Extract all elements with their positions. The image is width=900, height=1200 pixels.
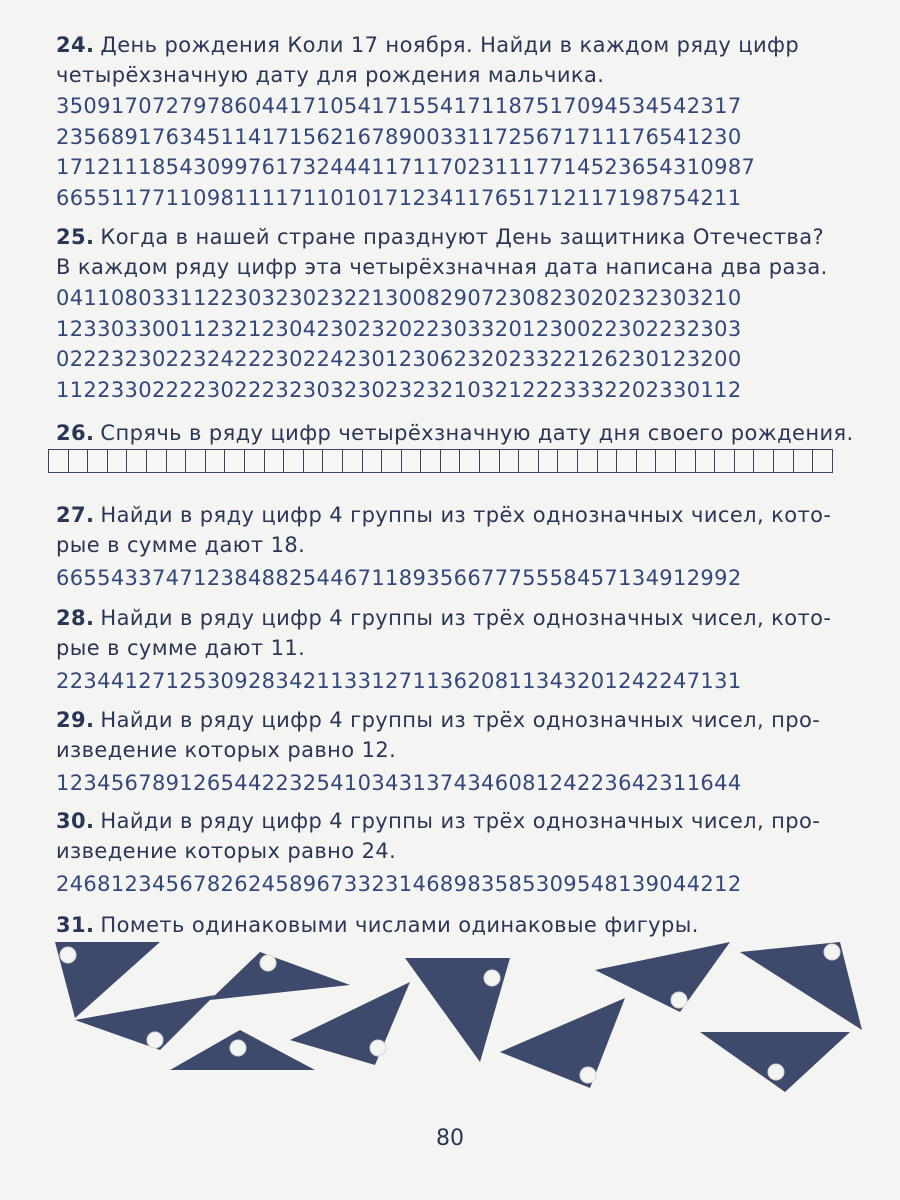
task-number: 31. [56, 913, 95, 937]
page-number: 80 [436, 1126, 464, 1151]
triangle-hole [824, 944, 840, 960]
digit-row: 35091707279786044171054171554171187517094534542317 [56, 94, 742, 118]
answer-cell[interactable] [695, 449, 716, 473]
answer-cell[interactable] [362, 449, 383, 473]
digit-row: 12330330011232123042302320223033201230022302232303 [56, 316, 742, 341]
answer-cell[interactable] [87, 449, 108, 473]
task-text-line: Спрячь в ряду цифр четырёхзначную дату дня своего рождения. [100, 421, 854, 445]
triangle-hole [768, 1064, 784, 1080]
task-text-line: рые в сумме дают 11. [56, 636, 306, 660]
triangle-hole [370, 1040, 386, 1056]
answer-cell[interactable] [655, 449, 676, 473]
digit-row: 04110803311223032302322130082907230823020232303210 [56, 286, 742, 310]
triangle-figure [740, 942, 862, 1030]
task-number: 30. [56, 809, 95, 833]
answer-cell[interactable] [734, 449, 755, 473]
answer-cell[interactable] [793, 449, 814, 473]
answer-cell[interactable] [322, 449, 343, 473]
triangle-figure [75, 995, 215, 1050]
task-24 [56, 30, 868, 213]
task-text-line: Найди в ряду цифр 4 группы из трёх однозначных чисел, кото- [100, 503, 832, 527]
task-text-line: День рождения Коли 17 ноября. Найди в каждом ряду цифр [100, 33, 800, 57]
answer-cell[interactable] [773, 449, 794, 473]
triangle-figure [500, 998, 625, 1088]
task-text-line: изведение которых равно 24. [56, 839, 397, 863]
task-number: 25. [56, 225, 95, 249]
answer-cell[interactable] [303, 449, 324, 473]
answer-cell[interactable] [420, 449, 441, 473]
digit-row: 66554337471238488254467118935667775558457134912992 [56, 566, 742, 590]
task-24-question [56, 30, 868, 60]
answer-cell[interactable] [107, 449, 128, 473]
task-28 [56, 603, 868, 697]
task-27-question [56, 500, 868, 530]
answer-cell[interactable] [342, 449, 363, 473]
answer-cell[interactable] [753, 449, 774, 473]
triangle-figure [595, 942, 730, 1012]
task-text-line: Пометь одинаковыми числами одинаковые фигуры. [100, 913, 699, 937]
answer-cell[interactable] [244, 449, 265, 473]
task-27 [56, 500, 868, 594]
digit-row: 24681234567826245896733231468983585309548139044212 [56, 872, 742, 896]
answer-cell[interactable] [381, 449, 402, 473]
answer-cell[interactable] [205, 449, 226, 473]
task-number: 24. [56, 33, 95, 57]
triangle-figure [210, 952, 350, 1000]
answer-cell[interactable] [636, 449, 657, 473]
task-text-line: Найди в ряду цифр 4 группы из трёх однозначных чисел, кото- [100, 606, 832, 630]
task-number: 27. [56, 503, 95, 527]
digit-row: 171211185430997617324441171170231117714523654310987 [56, 155, 756, 179]
answer-cell[interactable] [126, 449, 147, 473]
digit-row: 23568917634511417156216789003311725671711176541230 [56, 124, 742, 149]
answer-cell[interactable] [812, 449, 833, 473]
task-number: 26. [56, 421, 95, 445]
digit-row: 11223302222302223230323023232103212223332202330112 [56, 377, 742, 402]
task-text-line: В каждом ряду цифр эта четырёхзначная дата написана два раза. [56, 255, 828, 279]
answer-cell[interactable] [518, 449, 539, 473]
answer-cell[interactable] [48, 449, 69, 473]
task-28-question [56, 603, 868, 633]
answer-cell[interactable] [675, 449, 696, 473]
answer-cell[interactable] [283, 449, 304, 473]
answer-grid[interactable] [48, 449, 832, 473]
answer-cell[interactable] [146, 449, 167, 473]
triangle-hole [147, 1032, 163, 1048]
task-25-question [56, 222, 868, 252]
digit-row: 02223230223242223022423012306232023322126230123200 [56, 347, 742, 371]
answer-cell[interactable] [557, 449, 578, 473]
answer-cell[interactable] [264, 449, 285, 473]
task-text-line: рые в сумме дают 18. [56, 533, 306, 557]
answer-cell[interactable] [616, 449, 637, 473]
answer-cell[interactable] [597, 449, 618, 473]
triangle-hole [580, 1067, 596, 1083]
answer-cell[interactable] [499, 449, 520, 473]
task-text-line: Когда в нашей стране празднуют День защитника Отечества? [100, 225, 825, 249]
digit-row: 66551177110981111711010171234117651712117198754211 [56, 185, 742, 210]
triangle-figure [290, 982, 410, 1065]
task-26 [56, 418, 868, 448]
task-text-line: Найди в ряду цифр 4 группы из трёх однозначных чисел, про- [100, 708, 821, 732]
task-number: 28. [56, 606, 95, 630]
triangle-hole [484, 970, 500, 986]
answer-cell[interactable] [440, 449, 461, 473]
triangle-hole [230, 1040, 246, 1056]
answer-cell[interactable] [68, 449, 89, 473]
task-text-line: Найди в ряду цифр 4 группы из трёх однозначных чисел, про- [100, 809, 821, 833]
task-text-line: изведение которых равно 12. [56, 738, 397, 762]
answer-cell[interactable] [479, 449, 500, 473]
task-29-question [56, 705, 868, 735]
digit-row: 12345678912654422325410343137434608124223642311644 [56, 771, 742, 795]
triangle-figures [0, 930, 900, 1110]
answer-cell[interactable] [166, 449, 187, 473]
answer-cell[interactable] [185, 449, 206, 473]
task-29 [56, 705, 868, 799]
task-26-question [56, 418, 868, 448]
task-30-question [56, 806, 868, 836]
answer-cell[interactable] [538, 449, 559, 473]
answer-cell[interactable] [224, 449, 245, 473]
task-30 [56, 806, 868, 900]
answer-cell[interactable] [577, 449, 598, 473]
answer-cell[interactable] [459, 449, 480, 473]
task-number: 29. [56, 708, 95, 732]
task-25 [56, 222, 868, 405]
triangle-figure [700, 1032, 850, 1092]
task-text-line: четырёхзначную дату для рождения мальчика. [56, 63, 605, 87]
answer-cell[interactable] [714, 449, 735, 473]
answer-cell[interactable] [401, 449, 422, 473]
triangle-hole [260, 955, 276, 971]
triangle-hole [60, 947, 76, 963]
digit-row: 22344127125309283421133127113620811343201242247131 [56, 669, 742, 693]
triangle-hole [671, 992, 687, 1008]
